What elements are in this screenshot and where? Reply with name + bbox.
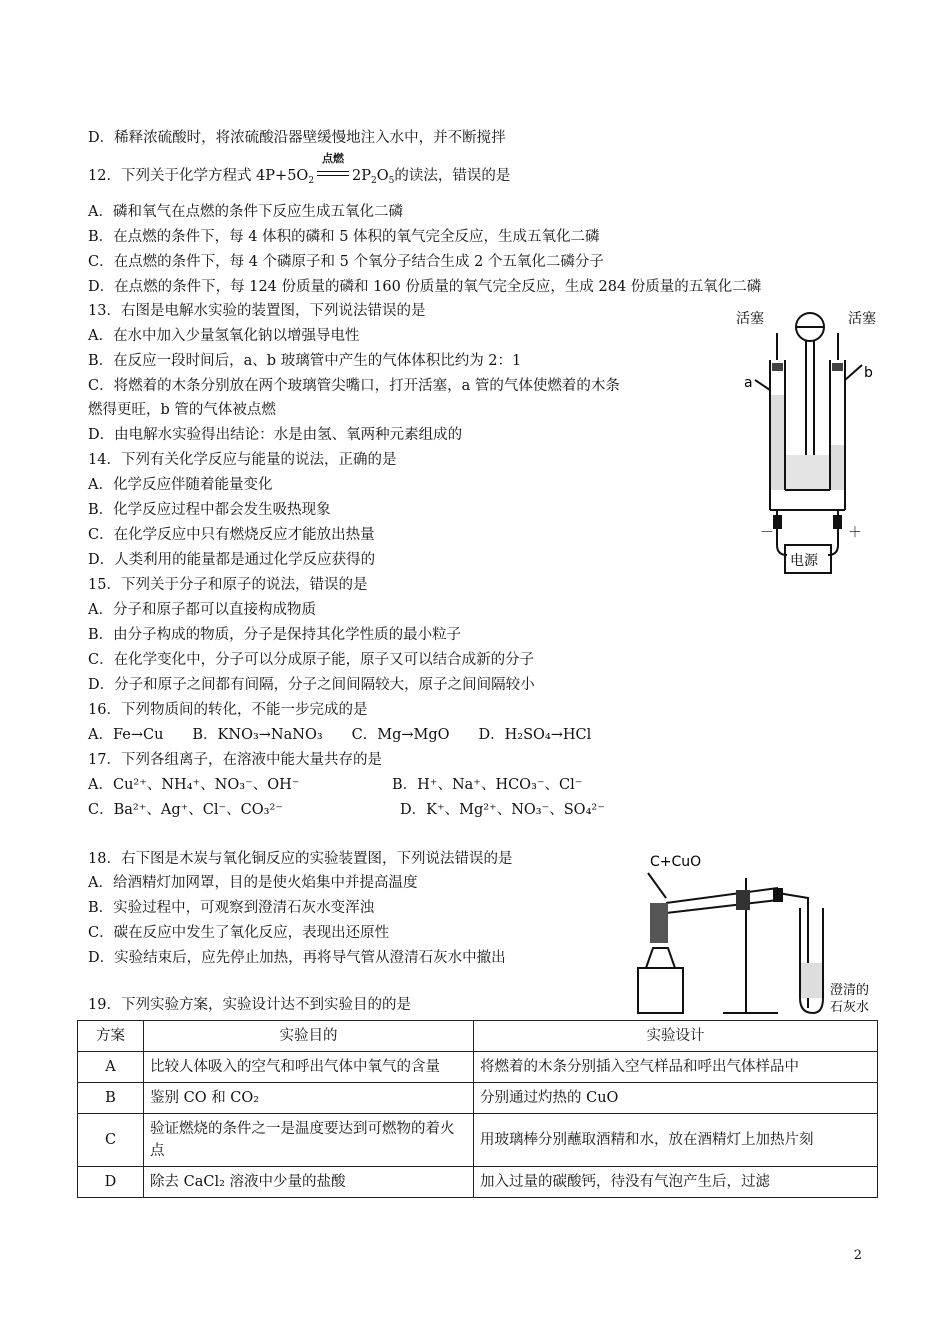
limewater-label-2: 石灰水 [830, 1000, 870, 1015]
q14-option-d: D．人类利用的能量都是通过化学反应获得的 [88, 552, 376, 568]
header-goal: 实验目的 [144, 1021, 474, 1052]
limewater-label-1: 澄清的 [830, 983, 870, 998]
q18-option-a: A．给酒精灯加网罩，目的是使火焰集中并提高温度 [88, 875, 418, 891]
question-15: 15．下列关于分子和原子的说法，错误的是 [88, 577, 368, 593]
q17-option-a: A．Cu²⁺、NH₄⁺、NO₃⁻、OH⁻ [88, 777, 300, 793]
q18-option-b: B．实验过程中，可观察到澄清石灰水变浑浊 [88, 900, 375, 916]
tube-b-label: b [864, 365, 873, 381]
question-17: 17．下列各组离子，在溶液中能大量共存的是 [88, 752, 382, 768]
plus-label: ＋ [848, 525, 862, 541]
q13-option-a: A．在水中加入少量氢氧化钠以增强导电性 [88, 328, 360, 344]
row-goal: 鉴别 CO 和 CO₂ [144, 1083, 474, 1114]
q17-option-b: B．H⁺、Na⁺、HCO₃⁻、Cl⁻ [392, 777, 583, 793]
q13-option-c: C．将燃着的木条分别放在两个玻璃管尖嘴口，打开活塞，a 管的气体使燃着的木条 [88, 378, 620, 394]
question-19: 19．下列实验方案，实验设计达不到实验目的的是 [88, 997, 411, 1013]
q12-option-d: D．在点燃的条件下，每 124 份质量的磷和 160 份质量的氧气完全反应，生成 284 份质量的五氧化二磷 [88, 279, 762, 295]
question-13: 13．右图是电解水实验的装置图，下列说法错误的是 [88, 303, 426, 319]
row-design: 分别通过灼热的 CuO [474, 1083, 878, 1114]
row-id: D [78, 1167, 144, 1198]
q14-option-b: B．化学反应过程中都会发生吸热现象 [88, 502, 331, 518]
header-scheme: 方案 [78, 1021, 144, 1052]
q13-option-d: D．由电解水实验得出结论：水是由氢、氧两种元素组成的 [88, 427, 463, 443]
reaction-condition: 点燃 [317, 166, 349, 182]
q15-option-a: A．分子和原子都可以直接构成物质 [88, 602, 316, 618]
valve-left-label: 活塞 [736, 311, 764, 327]
valve-right-label: 活塞 [848, 311, 876, 327]
q18-option-c: C．碳在反应中发生了氧化反应，表现出还原性 [88, 925, 390, 941]
q18-option-d: D．实验结束后，应先停止加热，再将导气管从澄清石灰水中撤出 [88, 950, 506, 966]
q12-option-c: C．在点燃的条件下，每 4 个磷原子和 5 个氧分子结合生成 2 个五氧化二磷分子 [88, 254, 604, 270]
q12-option-a: A．磷和氧气在点燃的条件下反应生成五氧化二磷 [88, 204, 403, 220]
q13-option-c-cont: 燃得更旺，b 管的气体被点燃 [88, 402, 276, 418]
q15-option-d: D．分子和原子之间都有间隔，分子之间间隔较大，原子之间间隔较小 [88, 677, 535, 693]
row-design: 将燃着的木条分别插入空气样品和呼出气体样品中 [474, 1052, 878, 1083]
table-row [78, 1052, 878, 1083]
q14-option-c: C．在化学反应中只有燃烧反应才能放出热量 [88, 527, 375, 543]
page-number: 2 [853, 1248, 862, 1263]
row-goal: 除去 CaCl₂ 溶液中少量的盐酸 [144, 1167, 474, 1198]
question-16: 16．下列物质间的转化，不能一步完成的是 [88, 702, 368, 718]
question-18: 18．右下图是木炭与氧化铜反应的实验装置图，下列说法错误的是 [88, 851, 513, 867]
table-row [78, 1167, 878, 1198]
tube-a-label: a [744, 375, 753, 391]
row-design: 加入过量的碳酸钙，待没有气泡产生后，过滤 [474, 1167, 878, 1198]
power-label: 电源 [790, 553, 818, 569]
row-goal: 验证燃烧的条件之一是温度要达到可燃物的着火点 [144, 1114, 474, 1167]
table-header-row [78, 1021, 878, 1052]
option-d-prev: D．稀释浓硫酸时，将浓硫酸沿器壁缓慢地注入水中，并不断搅拌 [88, 130, 506, 146]
header-design: 实验设计 [474, 1021, 878, 1052]
row-goal: 比较人体吸入的空气和呼出气体中氧气的含量 [144, 1052, 474, 1083]
row-id: A [78, 1052, 144, 1083]
q12-option-b: B．在点燃的条件下，每 4 体积的磷和 5 体积的氧气完全反应，生成五氧化二磷 [88, 229, 600, 245]
electrolysis-diagram [730, 305, 890, 580]
q13-option-b: B．在反应一段时间后，a、b 玻璃管中产生的气体体积比约为 2：1 [88, 353, 522, 369]
table-row [78, 1114, 878, 1167]
q15-option-c: C．在化学变化中，分子可以分成原子能，原子又可以结合成新的分子 [88, 652, 535, 668]
minus-label: － [760, 525, 774, 541]
q14-option-a: A．化学反应伴随着能量变化 [88, 477, 273, 493]
q15-option-b: B．由分子构成的物质，分子是保持其化学性质的最小粒子 [88, 627, 462, 643]
experiment-table [77, 1020, 878, 1198]
q16-options: A．Fe→Cu B．KNO₃→NaNO₃ C．Mg→MgO D．H₂SO₄→HCl [88, 727, 592, 743]
question-14: 14．下列有关化学反应与能量的说法，正确的是 [88, 452, 397, 468]
row-id: B [78, 1083, 144, 1114]
reactants-label: C+CuO [650, 854, 702, 870]
row-id: C [78, 1114, 144, 1167]
q17-option-c: C．Ba²⁺、Ag⁺、Cl⁻、CO₃²⁻ [88, 802, 283, 818]
row-design: 用玻璃棒分别蘸取酒精和水，放在酒精灯上加热片刻 [474, 1114, 878, 1167]
q17-option-d: D．K⁺、Mg²⁺、NO₃⁻、SO₄²⁻ [400, 802, 605, 818]
table-row [78, 1083, 878, 1114]
carbon-reduction-diagram [628, 848, 890, 1023]
question-12: 12．下列关于化学方程式 $4P+5O_2$ 点燃 $2P_2O_5$的读法，错误的是 [88, 152, 511, 186]
